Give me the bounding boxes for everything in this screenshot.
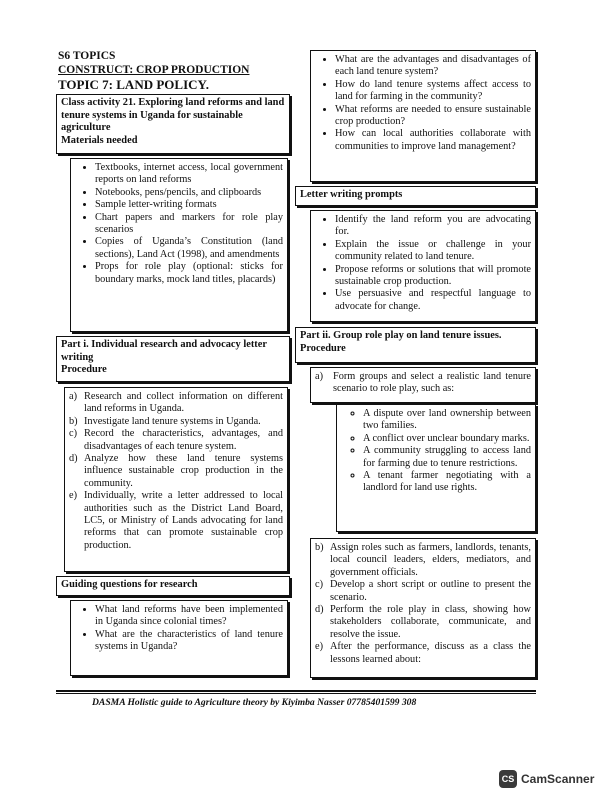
scenarios-box — [336, 404, 536, 532]
guiding-left-box — [70, 600, 288, 676]
list-item: • Notebooks, pens/pencils, and clipboards — [95, 187, 283, 199]
list-item: d) Analyze how these land tenure systems influence sustainable crop production in the community. — [69, 453, 283, 489]
footer-text: DASMA Holistic guide to Agriculture theory by Kiyimba Nasser 07785401599 308 — [92, 697, 417, 708]
list-item: • Explain the issue or challenge in your community related to land tenure. — [335, 239, 531, 264]
list-item: • Identify the land reform you are advocating for. — [335, 214, 531, 239]
list-item: b) Investigate land tenure systems in Uganda. — [69, 415, 261, 427]
activity-title: Class activity 21. Exploring land reforms and land tenure systems in Uganda for sustainable agriculture — [61, 97, 285, 133]
header-line1: S6 TOPICS — [58, 50, 116, 62]
list-item: • How do land tenure systems affect access to land for farming in the community? — [335, 79, 531, 104]
header-line2: CONSTRUCT: CROP PRODUCTION — [58, 64, 250, 76]
footer-rule — [56, 690, 536, 692]
scenarios-list — [337, 408, 531, 495]
list-item: • How can local authorities collaborate with communities to improve land management? — [335, 128, 531, 153]
list-item: ◦ A dispute over land ownership between two families. — [363, 408, 531, 433]
list-item: c) Record the characteristics, advantages, and disadvantages of each tenure system. — [69, 428, 283, 452]
list-item: ◦ A tenant farmer negotiating with a landlord for land use rights. — [363, 470, 531, 495]
list-item: c) Develop a short script or outline to present the scenario. — [315, 579, 531, 603]
list-item: • Copies of Uganda’s Constitution (land sections), Land Act (1998), and amendments — [95, 236, 283, 261]
letter-prompts-box — [310, 210, 536, 322]
camscanner-text: CamScanner — [521, 772, 595, 786]
guiding-list-left — [71, 604, 283, 654]
list-item: ◦ A conflict over unclear boundary marks. — [363, 433, 531, 445]
part2-title: Part ii. Group role play on land tenure issues. — [300, 330, 502, 341]
list-item: • What land reforms have been implemented in Uganda since colonial times? — [95, 604, 283, 629]
part1-title-box — [56, 336, 290, 382]
guiding-title-box — [56, 576, 290, 596]
letter-prompts-title-box — [295, 186, 536, 206]
topic-title: TOPIC 7: LAND POLICY. — [58, 77, 209, 92]
guiding-list-right — [311, 54, 531, 153]
part2-step-a-box — [310, 367, 536, 403]
part1-steps-box — [64, 387, 288, 572]
list-item: • What are the advantages and disadvantages of each land tenure system? — [335, 54, 531, 79]
list-item: • What reforms are needed to ensure sustainable crop production? — [335, 104, 531, 129]
list-item: e) After the performance, discuss as a class the lessons learned about: — [315, 641, 531, 665]
guiding-title: Guiding questions for research — [61, 579, 198, 590]
list-item: e) Individually, write a letter addressed to local authorities such as the District Land Board, LC5, or Ministry of Lands advocating for land reforms that can promote sustainable crop production. — [69, 490, 283, 551]
list-item: • Propose reforms or solutions that will promote sustainable crop production. — [335, 264, 531, 289]
part2-procedure-label: Procedure — [300, 342, 346, 354]
camscanner-logo-icon: CS — [499, 770, 517, 788]
list-item: d) Perform the role play in class, showing how stakeholders collaborate, communicate, and resolve the issue. — [315, 604, 531, 640]
part2-steps-box — [310, 538, 536, 678]
list-item: b) Assign roles such as farmers, landlords, tenants, local council leaders, elders, mediators, and government officials. — [315, 542, 531, 578]
activity-title-box — [56, 94, 290, 154]
list-item: • What are the characteristics of land tenure systems in Uganda? — [95, 629, 283, 654]
list-item: • Sample letter-writing formats — [95, 199, 283, 211]
list-item: ◦ A community struggling to access land for farming due to tenure restrictions. — [363, 445, 531, 470]
letter-prompts-title: Letter writing prompts — [300, 189, 403, 200]
list-item: • Chart papers and markers for role play scenarios — [95, 212, 283, 237]
part1-steps — [65, 391, 283, 552]
footer-rule-thin — [56, 693, 536, 694]
part2-steps — [315, 542, 531, 666]
part1-title: Part i. Individual research and advocacy letter writing — [61, 339, 267, 363]
letter-prompts-list — [311, 214, 531, 313]
part2-title-box — [295, 327, 536, 363]
materials-box — [70, 158, 288, 332]
materials-heading: Materials needed — [61, 134, 138, 146]
part1-procedure-label: Procedure — [61, 364, 107, 375]
list-item: a) Research and collect information on different land reforms in Uganda. — [69, 391, 283, 415]
materials-list — [71, 162, 283, 286]
list-item: • Props for role play (optional: sticks for boundary marks, mock land titles, placards) — [95, 261, 283, 286]
part2-step-a: a) Form groups and select a realistic land tenure scenario to role play, such as: — [315, 371, 531, 395]
list-item: • Textbooks, internet access, local government reports on land reforms — [95, 162, 283, 187]
list-item: • Use persuasive and respectful language to advocate for change. — [335, 288, 531, 313]
guiding-right-box — [310, 50, 536, 182]
